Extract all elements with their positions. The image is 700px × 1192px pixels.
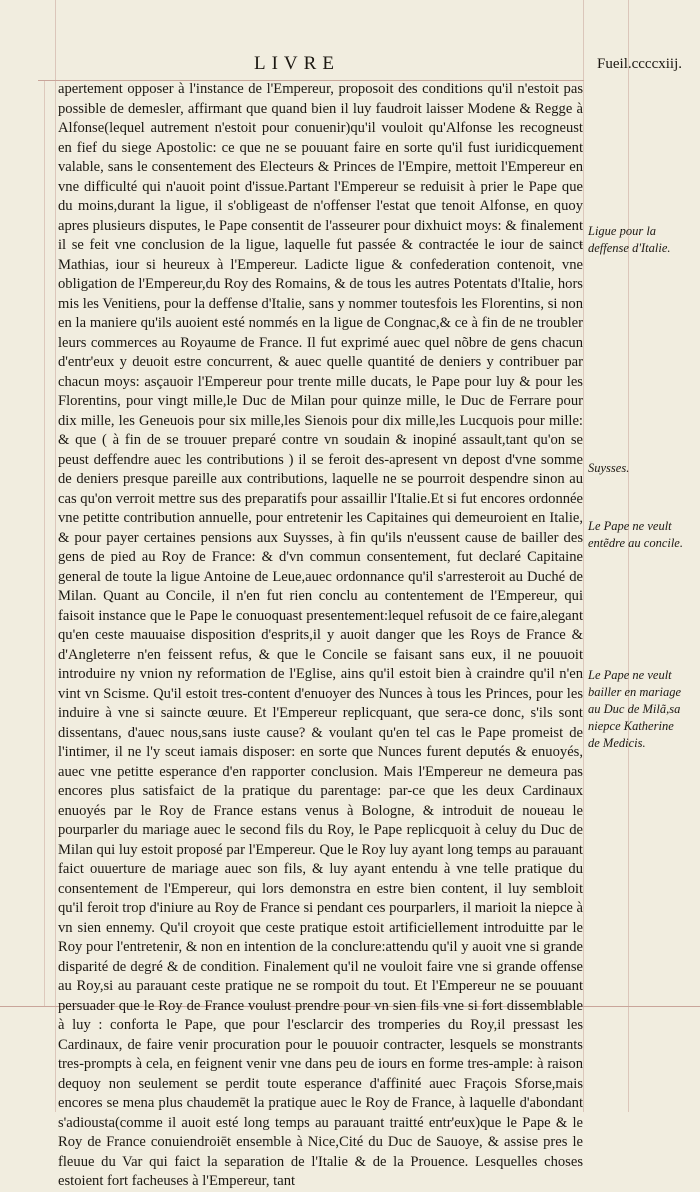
text-right-rule [583,0,584,1112]
page-header [0,52,700,80]
margin-note-suysses: Suysses. [588,461,630,475]
margin-note-mariage: Le Pape ne veult bailler en mariage au Duc de Milã,sa niepce Katherine de Medicis. [588,668,682,750]
running-title: LIVRE [254,53,340,74]
left-margin-rule [55,0,56,1112]
margin-column-rule [628,0,629,1112]
margin-note-ligue: Ligue pour la deffense d'Italie. [588,224,671,255]
inner-left-rule [44,80,45,1006]
main-text-block: apertement opposer à l'instance de l'Empereur, proposoit des conditions qu'il n'estoit pas possible de demesler, affirmant que quand bien il luy faudroit laisser Modene & Regge à Alfonse(lequel autrement n'estoit pour conuenir)qu'il vouloit qu'Alfonse les recogneust en fief du siege Apostolic: ce que ne se pouuant faire en sorte qu'il fust iuridicquement valable, sans le consentement des Electeurs & Princes de l'Empire, mettoit l'Empereur en vne difficulté qui n'auoit point d'issue.Partant l'Empereur se reduisit à prier le Pape que du moins,durant la ligue, il s'obligeast de n'offenser l'estat que tenoit Alfonse, en quoy apres plusieurs disputes, le Pape consentit de l'asseurer pour dixhuict moys: & finalement il se feit vne conclusion de la ligue, laquelle fut passée & contractée le iour de saincŧ Mathias, iour si heureux à l'Empereur. Ladicte ligue & confederation contenoit, vne obligation de l'Empereur,du Roy des Romains, & de tous les autres Potentats d'Italie, hors mis les Venitiens, pour la deffense d'Italie, sans y nommer toutesfois les Florentins, si non en la maniere qu'ils auoient esté nommés en la ligue de Congnac,& ce à fin de ne troubler leurs commerces au Royaume de France. Il fut exprimé auec quel nõbre de gens chacun d'entr'eux y deuoit estre concurrent, & auec quelle quantité de deniers y contribuer par chacun moys: asçauoir l'Empereur pour trente mille ducats, le Pape pour luy & pour les Florentins, pour vingt mille,le Duc de Milan pour quinze mille, le Duc de Ferrare pour dix mille, les Geneuois pour six mille,les Sienois pour dix mille,les Lucquois pour mille: & que ( à fin de se trouuer preparé contre vn soudain & inopiné assault,tant qu'on se peust deffendre auec les contributions ) il se feroit des-apresent vn depost d'vne somme de deniers presque pareille aux contributions, laquelle ne se pourroit despendre sinon au cas qu'on verroit mettre sus des preparatifs pour assaillir l'Italie.Et si fut encores ordonnée vne petitte contribution annuelle, pour entretenir les Capitaines qui demeuroient en Italie, & pour payer certaines pensions aux Suysses, à fin qu'ils n'eussent cause de bailler des gens de pied au Roy de France: & d'vn commun consentement, fut declaré Capitaine general de toute la ligue Antoine de Leue,auec ordonnance qu'il s'arresteroit au Duché de Milan. Quant au Concile, il n'en fut rien conclu au contentement de l'Empereur, qui faisoit instance que le Pape le conuoquast presentement:lequel refusoit de ce faire,alegant qu'en ceste mauuaise disposition d'esprits,il y auoit danger que les Roys de France & d'Angleterre n'en feissent refus, & que le Concile se faisant sans eux, il ne pouuoit introduire ny vnion ny reformation de l'Eglise, ains qu'il estoit bien à craindre qu'il n'en vint vn Scisme. Qu'il estoit tres-content d'enuoyer des Nunces à tous les Princes, pour les induire à vne si saincte œuure. Et l'Empereur replicquant, que sera-ce donc, s'ils sont dissentans, d'auec nous,sans iuste cause? & voulant qu'en tel cas le Pape promeist de l'intimer, il ne l'y sceut iamais disposer: en sorte que Nunces furent deputés & enuoyés, auec vne petitte esperance d'en rapporter conclusion. Mais l'Empereur ne demeura pas encores plus satisfaict de la pratique du parentage: par-ce que les deux Cardinaux enuoyés par le Roy de France estans venus à Bologne, & introduit de noueau le pourparler du mariage auec le second fils du Roy, le Pape replicquoit à celuy du Duc de Milan qui luy estoit proposé par l'Empereur. Que le Roy luy ayant long temps au parauant faict ouuerture de mariage auec son fils, & luy ayant entendu à vne telle pratique du consentement de l'Empereur, qui lors demonstra en estre bien content, il luy sembloit qu'il feroit trop d'iniure au Roy de France si pendant ces pourparlers, il marioit la niepce à vn sien ennemy. Qu'il croyoit que ceste pratique estoit artificiellement introduitte par le Roy pour l'entretenir, & non en intention de la conclure:attendu qu'il y auoit vne si grande disparité de degré & de condition. Finalement qu'il ne vouloit faire vne si grande offense au Roy,si au parauant ceste pratique ne se rompoit du tout. Et l'Empereur ne se pouuant persuader que le Roy de France voulust prendre pour vn sien fils vne si fort dissemblable à luy : conforta le Pape, que pour l'esclarcir des tromperies du Roy,il pressast les Cardinaux, de faire venir procuration pour le pouuoir contracter, lesquels se monstrants tres-prompts à cela, en feignent venir vne dans peu de iours en forme tres-ample: à raison dequoy non seulement se perdit toute esperance d'affinité auec Fraçois Sforse,mais encores se mena plus chaudemēt la pratique auec le Roy de France, à laquelle d'abondant s'adiousta(comme il auoit esté long temps au parauant traitté entr'eux)que le Pape & le Roy de France conuiendroiēt ensemble à Nice,Cité du Duc de Sauoye, & assise pres le fleuue du Var qui faict la separation de l'Italie & de la Prouence. Lesquelles choses estoient fort facheuses à l'Empereur, tant [58,81,583,1189]
folio-number: Fueil.ccccxiij. [597,56,682,72]
margin-note-concile: Le Pape ne veult entẽdre au concile. [588,519,683,550]
